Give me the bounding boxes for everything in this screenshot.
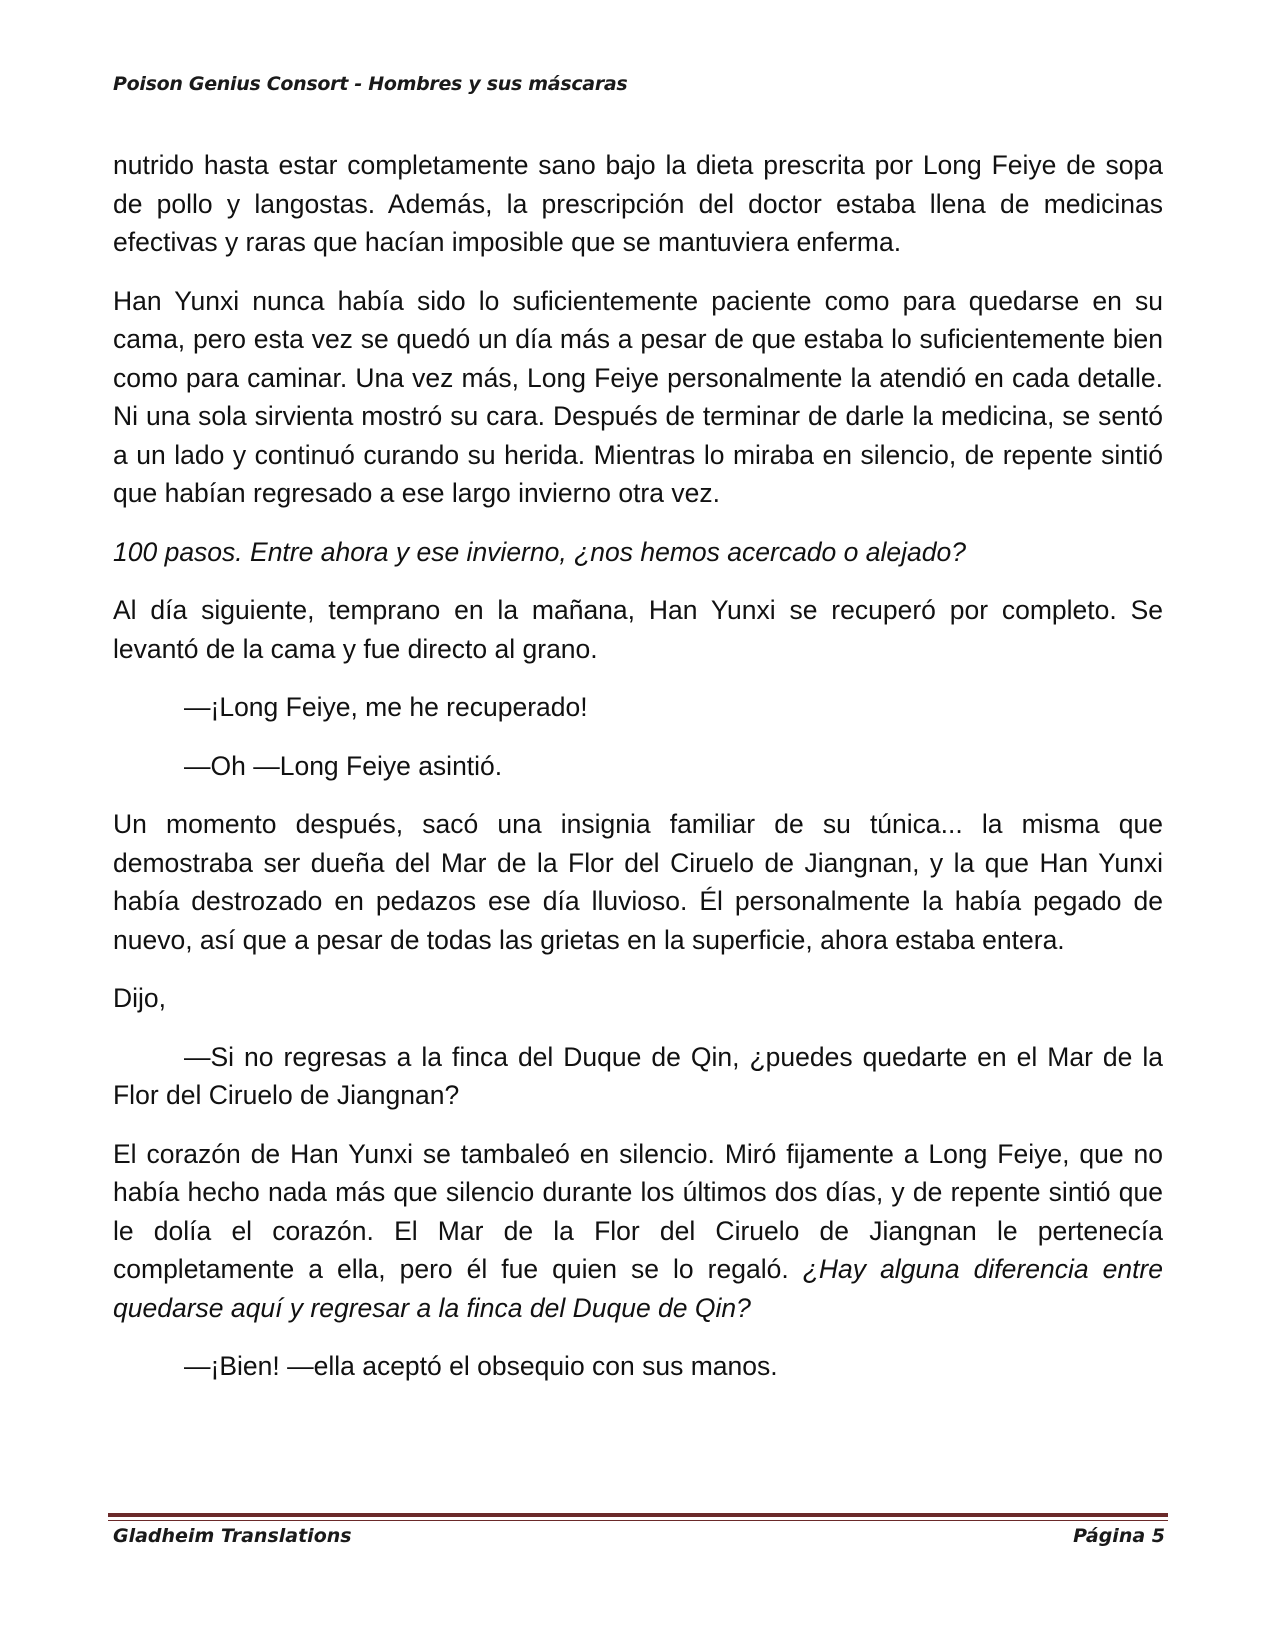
dialogue-2: —Oh —Long Feiye asintió. bbox=[184, 750, 503, 781]
paragraph-7 bbox=[113, 1135, 1163, 1328]
page-body bbox=[113, 146, 1163, 1406]
paragraph-7-text: El corazón de Han Yunxi se tambaleó en silencio. Miró fijamente a Long Feiye, que no había hecho nada más que silencio durante los últimos dos días, y de repente sintió que le dolía el corazón. El Mar de la Flor del Ciruelo de Jiangnan le pertenecía completamente a ella, pero él fue quien se lo regaló. bbox=[113, 1138, 1163, 1284]
paragraph-3-thought: 100 pasos. Entre ahora y ese invierno, ¿nos hemos acercado o alejado? bbox=[113, 536, 966, 567]
paragraph-1: nutrido hasta estar completamente sano bajo la dieta prescrita por Long Feiye de sopa de pollo y langostas. Además, la prescripción del doctor estaba llena de medicinas efectivas y raras que hacían imposible que se mantuviera enferma. bbox=[113, 150, 1163, 257]
footer-publisher: Gladheim Translations bbox=[113, 1525, 352, 1547]
dialogue-1: —¡Long Feiye, me he recuperado! bbox=[184, 692, 588, 722]
footer-divider-thin bbox=[108, 1520, 1168, 1521]
footer-page-number: Página 5 bbox=[1073, 1525, 1165, 1547]
paragraph-2: Han Yunxi nunca había sido lo suficientemente paciente como para quedarse en su cama, pero esta vez se quedó un día más a pesar de que estaba lo suficientemente bien como para caminar. Una vez más, Long Feiye personalmente la atendió en cada detalle. Ni una sola sirvienta mostró su cara. Después de terminar de darle la medicina, se sentó a un lado y continuó curando su herida. Mientras lo miraba en silencio, de repente sintió que habían regresado a ese largo invierno otra vez. bbox=[113, 285, 1163, 508]
dialogue-4: —¡Bien! —ella aceptó el obsequio con sus manos. bbox=[184, 1351, 778, 1381]
dialogue-3: —Si no regresas a la finca del Duque de Qin, ¿puedes quedarte en el Mar de la Flor del Ciruelo de Jiangnan? bbox=[113, 1041, 1163, 1110]
page-header-title: Poison Genius Consort - Hombres y sus máscaras bbox=[113, 73, 628, 95]
paragraph-4: Al día siguiente, temprano en la mañana, Han Yunxi se recuperó por completo. Se levantó de la cama y fue directo al grano. bbox=[113, 595, 1163, 664]
footer-divider-thick bbox=[108, 1513, 1168, 1517]
paragraph-6: Dijo, bbox=[113, 983, 167, 1013]
paragraph-7-thought: ¿Hay alguna diferencia entre quedarse aquí y regresar a la finca del Duque de Qin? bbox=[113, 1254, 1163, 1323]
paragraph-5: Un momento después, sacó una insignia familiar de su túnica... la misma que demostraba ser dueña del Mar de la Flor del Ciruelo de Jiangnan, y la que Han Yunxi había destrozado en pedazos ese día lluvioso. Él personalmente la había pegado de nuevo, así que a pesar de todas las grietas en la superficie, ahora estaba entera. bbox=[113, 809, 1163, 955]
